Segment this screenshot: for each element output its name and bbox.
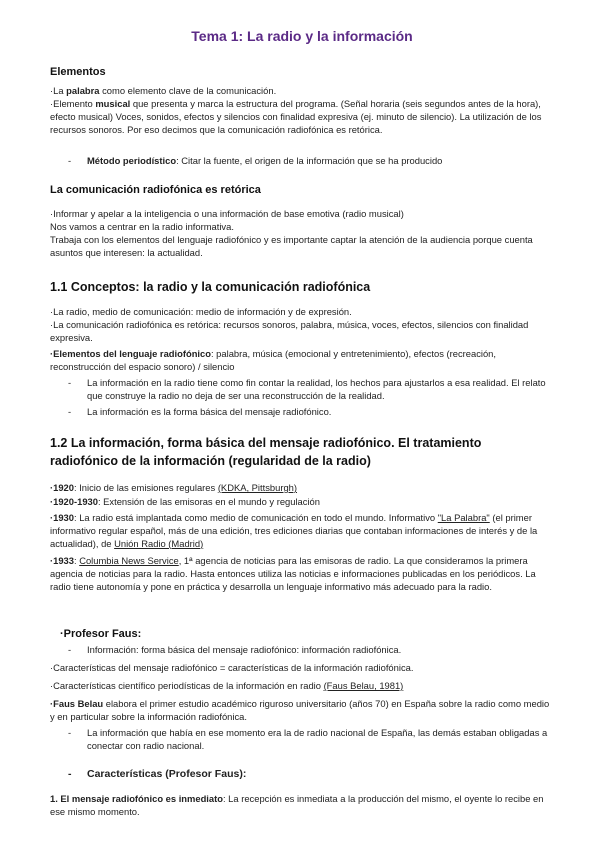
dash-bullet: - — [68, 727, 72, 738]
paragraph: ·Informar y apelar a la inteligencia o una información de base emotiva (radio musical) — [50, 208, 404, 219]
paragraph: ·La comunicación radiofónica es retórica: recursos sonoros, palabra, música, voces, efectos, silencios con finalidad expresiva. — [50, 319, 529, 343]
list-item-heading: Características (Profesor Faus): — [87, 768, 247, 780]
dash-bullet: - — [68, 768, 72, 780]
link-faus-belau[interactable]: (Faus Belau, 1981) — [323, 680, 404, 691]
paragraph: ·La palabra como elemento clave de la comunicación. — [50, 85, 277, 96]
dash-bullet: - — [68, 377, 72, 388]
list-item: La información es la forma básica del mensaje radiofónico. — [87, 406, 332, 417]
paragraph: ·1930: La radio está implantada como medio de comunicación en todo el mundo. Informativo "La Palabra" (el primer informativo regular español, más de una edición, tres ediciones diarias que contaban informaciones de interés y de la actualidad), de Unión Radio (Madrid) — [50, 512, 538, 549]
list-item: Información: forma básica del mensaje radiofónico: información radiofónica. — [87, 644, 402, 655]
paragraph: ·La radio, medio de comunicación: medio de información y de expresión. — [50, 306, 352, 317]
link-union-radio[interactable]: Unión Radio (Madrid) — [114, 537, 204, 549]
paragraph: ·1920: Inicio de las emisiones regulares (KDKA, Pittsburgh) — [50, 482, 298, 493]
list-item: La información que había en ese momento era la de radio nacional de España, las demás estaban obligadas a conectar con radio nacional. — [87, 727, 548, 751]
heading-retorica: La comunicación radiofónica es retórica — [50, 184, 261, 196]
paragraph: ·Características del mensaje radiofónico = características de la información radiofónica. — [50, 662, 414, 673]
paragraph: ·Características científico periodísticas de la información en radio (Faus Belau, 1981) — [50, 680, 404, 691]
heading-elementos: Elementos — [50, 66, 106, 78]
dash-bullet: - — [68, 155, 72, 166]
list-item: La información en la radio tiene como fin contar la realidad, los hechos para ajustarlos a esa realidad. El relato que construye la radio no deja de ser una reconstrucción de la realidad. — [87, 377, 546, 401]
heading-conceptos: 1.1 Conceptos: la radio y la comunicación radiofónica — [50, 280, 371, 294]
paragraph: 1. El mensaje radiofónico es inmediato: La recepción es inmediata a la producción del mismo, el oyente lo recibe en ese mismo momento. — [50, 793, 544, 817]
dash-bullet: - — [68, 644, 72, 655]
paragraph: Trabaja con los elementos del lenguaje radiofónico y es importante captar la atención de la audiencia porque cuenta asuntos que interesen: la actualidad. — [50, 234, 533, 258]
paragraph: Nos vamos a centrar en la radio informativa. — [50, 221, 234, 232]
dash-bullet: - — [68, 406, 72, 417]
paragraph: ·Elementos del lenguaje radiofónico: palabra, música (emocional y entretenimiento), efectos (recreación, reconstrucción del espacio sonoro) / silencio — [50, 348, 496, 372]
list-item: Método periodístico: Citar la fuente, el origen de la información que se ha producido — [87, 155, 443, 166]
heading-informacion: 1.2 La información, forma básica del mensaje radiofónico. El tratamiento radiofónico de la información (regularidad de la radio) — [50, 436, 482, 468]
paragraph: ·Faus Belau elabora el primer estudio académico riguroso universitario (años 70) en España sobre la radio como medio y en particular sobre la información radiofónica. — [50, 698, 550, 722]
document-title: Tema 1: La radio y la información — [191, 28, 413, 44]
paragraph: ·Elemento musical que presenta y marca la estructura del programa. (Señal horaria (seis segundos antes de la hora), efecto musical) Voces, sonidos, efectos y silencios con finalidad expresiva (ej. minuto de silencio). La utilización de los recursos sonoros. Por eso decimos que la comunicación radiofónica es retórica. — [50, 98, 542, 135]
paragraph: ·1933: Columbia News Service, 1ª agencia de noticias para las emisoras de radio. La que consideramos la primera agencia de noticias para la radio. Hasta entonces utiliza las noticias e informaciones publicadas en los periódicos. La radio tiene autonomía y pone en práctica y desarrolla un lenguaje informativo más adecuado para la radio. — [50, 555, 536, 592]
link-kdka[interactable]: (KDKA, Pittsburgh) — [217, 482, 298, 493]
link-columbia-news[interactable]: Columbia News Service — [79, 555, 179, 566]
link-la-palabra[interactable]: "La Palabra" — [437, 512, 490, 523]
heading-profesor-faus: ·Profesor Faus: — [60, 628, 142, 640]
paragraph: ·1920-1930: Extensión de las emisoras en el mundo y regulación — [50, 496, 320, 507]
